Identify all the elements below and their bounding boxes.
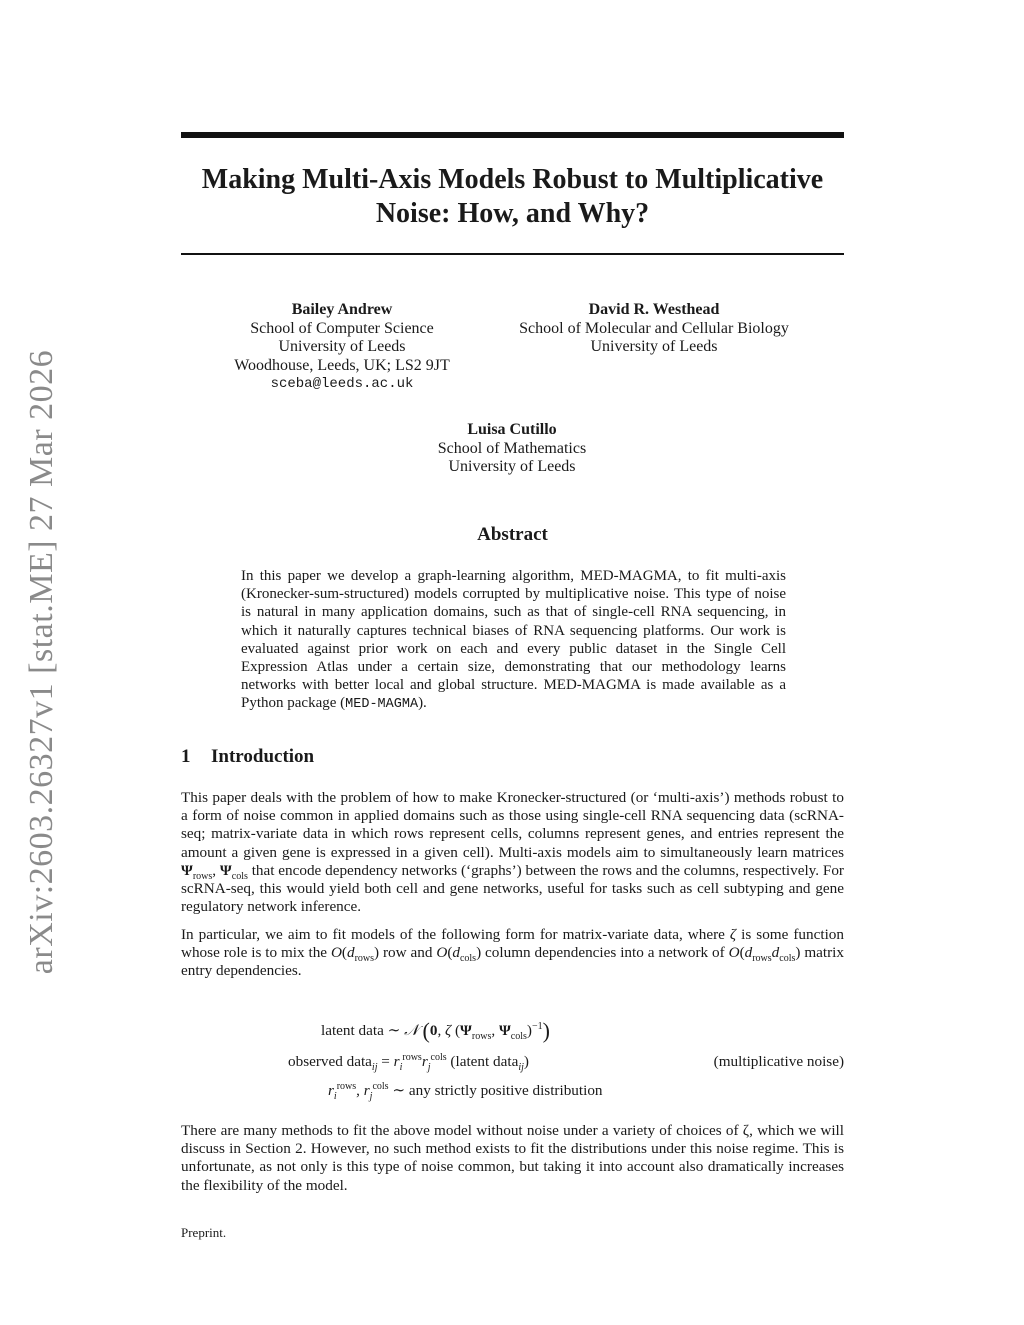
title-rule-bottom bbox=[181, 253, 844, 255]
author-institution: University of Leeds bbox=[448, 458, 576, 475]
author-dept: School of Computer Science bbox=[250, 319, 434, 337]
author-dept: School of Molecular and Cellular Biology bbox=[519, 319, 789, 337]
section-number: 1 bbox=[181, 746, 191, 767]
title-rule-top bbox=[181, 132, 844, 138]
author-dept: School of Mathematics bbox=[437, 439, 587, 457]
author-name: Bailey Andrew bbox=[291, 301, 393, 318]
paragraph-text: that encode dependency networks (‘graphs’) between the rows and the columns, respectively. For scRNA-seq, this would yield both cell and gene networks, useful for tasks such as cell subtyping and gene regulatory network inference. bbox=[181, 861, 844, 916]
intro-paragraph-1 bbox=[181, 789, 844, 916]
author-address: Woodhouse, Leeds, UK; LS2 9JT bbox=[234, 356, 450, 374]
author-block-cutillo bbox=[362, 421, 662, 477]
equation-inner: latent data bbox=[455, 1053, 519, 1070]
author-block-westhead bbox=[494, 301, 814, 357]
author-email: sceba@leeds.ac.uk bbox=[270, 376, 414, 392]
equation-lhs: observed data bbox=[288, 1053, 372, 1070]
section-title: Introduction bbox=[211, 746, 315, 767]
author-institution: University of Leeds bbox=[590, 338, 718, 355]
paragraph-text: This paper deals with the problem of how to make Kronecker-structured (or ‘multi-axis’) methods robust to a form of noise common in applied domains such as those using single-cell RNA sequencing data (scRNA-seq; matrix-variate data in which rows represent cells, columns represent genes, and entries represent the amount a given gene is expressed in a given cell). Multi-axis models aim to simultaneously learn matrices bbox=[181, 789, 844, 861]
footer-preprint: Preprint. bbox=[181, 1225, 227, 1240]
intro-paragraph-2 bbox=[181, 926, 844, 981]
abstract-body bbox=[241, 567, 786, 715]
abstract-text: In this paper we develop a graph-learning algorithm, MED-MAGMA, to fit multi-axis (Kronecker-sum-structured) models corrupted by multiplicative noise. This type of noise is natural in many application domains, such as that of single-cell RNA sequencing, in which it naturally captures technical biases of RNA sequencing platforms. Our work is evaluated against prior work on each and every public dataset in the Single Cell Expression Atlas under a certain size, demonstrating that our methodology learns networks with better local and global structure. MED-MAGMA is made available as a Python package ( bbox=[241, 568, 786, 712]
math-o-rows: $O(d_{rows})$ bbox=[330, 944, 380, 965]
equation-observed: observed data$_{ij}$ = $r_i^{rows}r_j^{cols}$ (latent data$_{ij}$) bbox=[288, 1051, 529, 1074]
equation-tag: (multiplicative noise) bbox=[713, 1053, 844, 1070]
author-name: David R. Westhead bbox=[588, 301, 720, 318]
abstract-heading: Abstract bbox=[477, 524, 548, 545]
equation-latent: latent data ∼ 𝒩 (0, ζ ($\Psi_{rows}$, $\Psi_{cols})^{-1}$) bbox=[321, 1018, 550, 1043]
section-heading-introduction bbox=[181, 746, 314, 768]
paragraph-text: matrix entry dependencies. bbox=[181, 944, 844, 980]
arxiv-sidebar bbox=[14, 349, 70, 975]
paragraph-text: is some function whose role is to mix the bbox=[181, 926, 844, 962]
abstract-text-end: ). bbox=[418, 695, 427, 712]
author-block-andrew bbox=[211, 301, 473, 394]
math-o-cols: $O(d_{cols})$ bbox=[436, 944, 482, 965]
math-o-rows-cols: $O(d_{rows}d_{cols})$ bbox=[728, 944, 801, 965]
equation-lhs: latent data bbox=[321, 1022, 384, 1039]
paragraph-text: column dependencies into a network of bbox=[481, 944, 729, 962]
paragraph-text: In particular, we aim to fit models of the following form for matrix-variate data, where bbox=[181, 926, 730, 943]
author-name: Luisa Cutillo bbox=[467, 421, 557, 438]
math-zeta: ζ bbox=[729, 926, 737, 943]
arxiv-id: arXiv:2603.26327v1 [stat.ME] 27 Mar 2026 bbox=[23, 349, 60, 975]
equation-rhs: any strictly positive distribution bbox=[408, 1082, 603, 1099]
package-name: MED-MAGMA bbox=[345, 697, 419, 713]
intro-paragraph-3: There are many methods to fit the above model without noise under a variety of choices of ζ, which we will discuss in Section 2. However, no such method exists to fit the distributions under this noise regime. This is unfortunate, as not only is this type of noise common, but taking it into account also dramatically increases the flexibility of the model. bbox=[181, 1122, 844, 1194]
paragraph-text: row and bbox=[379, 944, 437, 962]
equation-distribution: $r_i^{rows}$, $r_j^{cols}$ ∼ any strictly positive distribution bbox=[328, 1080, 603, 1103]
math-psi-matrices: $\Psi_{rows}$, $\Psi_{cols}$ bbox=[181, 861, 248, 882]
paper-title: Making Multi-Axis Models Robust to Multiplicative Noise: How, and Why? bbox=[201, 164, 824, 229]
author-institution: University of Leeds bbox=[278, 338, 406, 355]
